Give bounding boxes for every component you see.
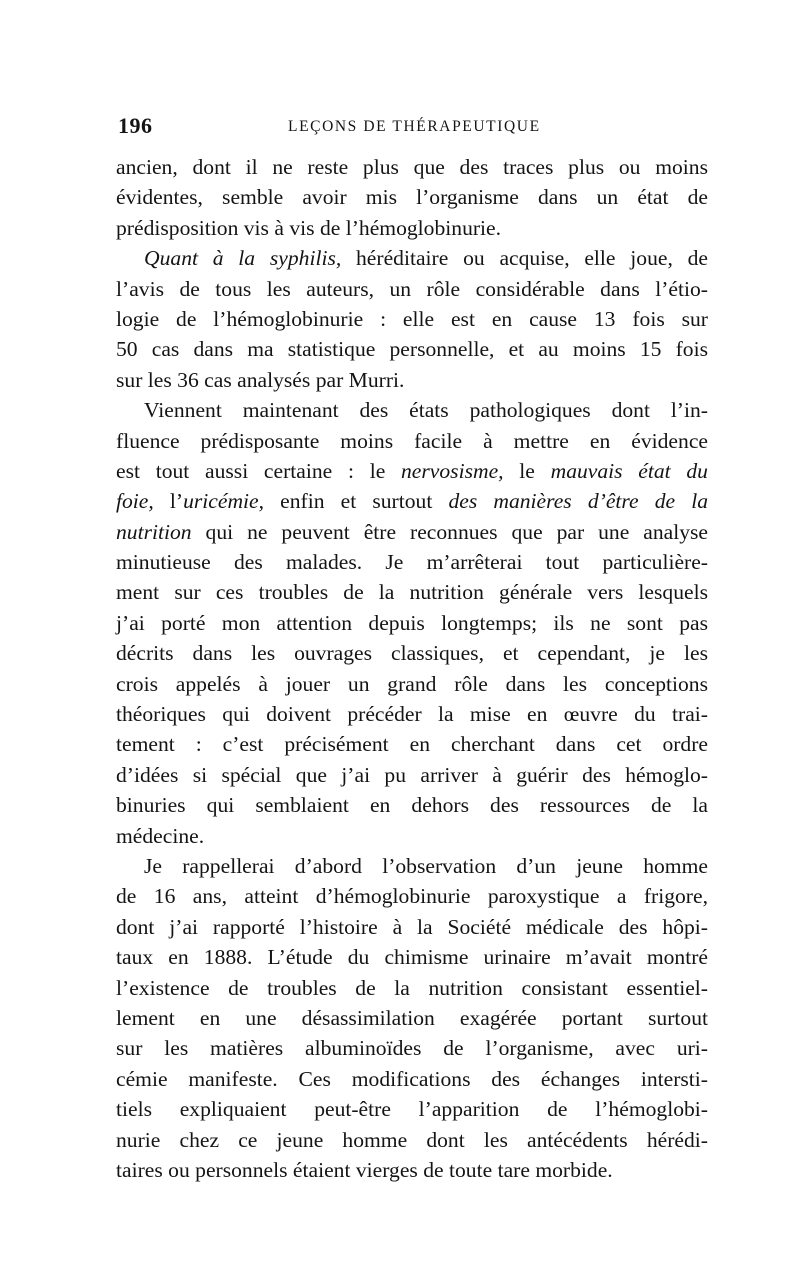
text-line: minutieuse des malades. Je m’arrêterai tout particulière-: [116, 550, 708, 575]
italic-phrase: nutrition: [116, 519, 192, 544]
text-fragment: est tout aussi certaine : le: [116, 458, 401, 483]
text-fragment: héréditaire ou acquise, elle joue, de: [341, 246, 708, 271]
text-line: sur les matières albuminoïdes de l’organisme, avec uri-: [116, 1036, 708, 1061]
text-line: logie de l’hémoglobinurie : elle est en cause 13 fois sur: [116, 306, 708, 331]
running-title: LEÇONS DE THÉRAPEUTIQUE: [288, 118, 541, 135]
text-line: nurie chez ce jeune homme dont les antécédents hérédi-: [116, 1127, 708, 1152]
text-line: [116, 517, 708, 547]
italic-phrase: foie,: [116, 489, 154, 514]
text-line: décrits dans les ouvrages classiques, et cependant, je les: [116, 641, 708, 666]
text-line: tement : c’est précisément en cherchant dans cet ordre: [116, 732, 708, 757]
text-line: [116, 243, 708, 273]
running-head: [118, 113, 706, 143]
text-line: d’idées si spécial que j’ai pu arriver à guérir des hémoglo-: [116, 762, 708, 787]
italic-phrase: mauvais état du: [550, 458, 708, 483]
text-line: [116, 486, 708, 516]
text-line: médecine.: [116, 823, 205, 848]
text-line: ancien, dont il ne reste plus que des traces plus ou moins: [116, 155, 708, 179]
text-fragment: le: [503, 458, 551, 483]
text-line: [116, 456, 708, 486]
italic-phrase: des manières d’être de la: [448, 489, 708, 514]
text-line: taires ou personnels étaient vierges de toute tare morbide.: [116, 1157, 613, 1182]
text-line: de 16 ans, atteint d’hémoglobinurie paroxystique a frigore,: [116, 884, 708, 909]
text-line: l’avis de tous les auteurs, un rôle considérable dans l’étio-: [116, 276, 708, 301]
italic-phrase: uricémie,: [183, 489, 265, 514]
text-line: Je rappellerai d’abord l’observation d’un jeune homme: [144, 853, 708, 878]
text-line: Viennent maintenant des états pathologiques dont l’in-: [144, 398, 708, 423]
text-line: ment sur ces troubles de la nutrition générale vers lesquels: [116, 580, 708, 605]
page-number: 196: [118, 113, 153, 138]
italic-phrase: Quant à la syphilis,: [144, 246, 342, 271]
text-line: théoriques qui doivent précéder la mise en œuvre du trai-: [116, 702, 708, 727]
text-line: crois appelés à jouer un grand rôle dans les conceptions: [116, 671, 708, 696]
text-line: fluence prédisposante moins facile à mettre en évidence: [116, 428, 708, 453]
text-line: tiels expliquaient peut-être l’apparition de l’hémoglobi-: [116, 1097, 708, 1122]
body-text: [116, 152, 708, 1185]
text-fragment: enfin et surtout: [264, 489, 449, 514]
text-line: prédisposition vis à vis de l’hémoglobinurie.: [116, 215, 502, 240]
paragraph-3: [116, 395, 708, 851]
paragraph-4: [116, 851, 708, 1185]
text-fragment: l’: [153, 489, 184, 514]
paragraph-2: [116, 243, 708, 395]
text-line: lement en une désassimilation exagérée portant surtout: [116, 1005, 708, 1030]
text-line: 50 cas dans ma statistique personnelle, et au moins 15 fois: [116, 337, 708, 362]
text-line: sur les 36 cas analysés par Murri.: [116, 367, 405, 392]
text-line: l’existence de troubles de la nutrition consistant essentiel-: [116, 975, 708, 1000]
italic-phrase: nervosisme,: [401, 458, 504, 483]
text-line: évidentes, semble avoir mis l’organisme dans un état de: [116, 185, 708, 210]
text-line: taux en 1888. L’étude du chimisme urinaire m’avait montré: [116, 945, 708, 970]
text-line: binuries qui semblaient en dehors des ressources de la: [116, 793, 708, 818]
text-line: dont j’ai rapporté l’histoire à la Société médicale des hôpi-: [116, 914, 708, 939]
text-line: cémie manifeste. Ces modifications des échanges intersti-: [116, 1066, 708, 1091]
paragraph-1: [116, 152, 708, 243]
text-fragment: qui ne peuvent être reconnues que par une analyse: [191, 519, 708, 544]
text-line: j’ai porté mon attention depuis longtemps; ils ne sont pas: [116, 610, 708, 635]
